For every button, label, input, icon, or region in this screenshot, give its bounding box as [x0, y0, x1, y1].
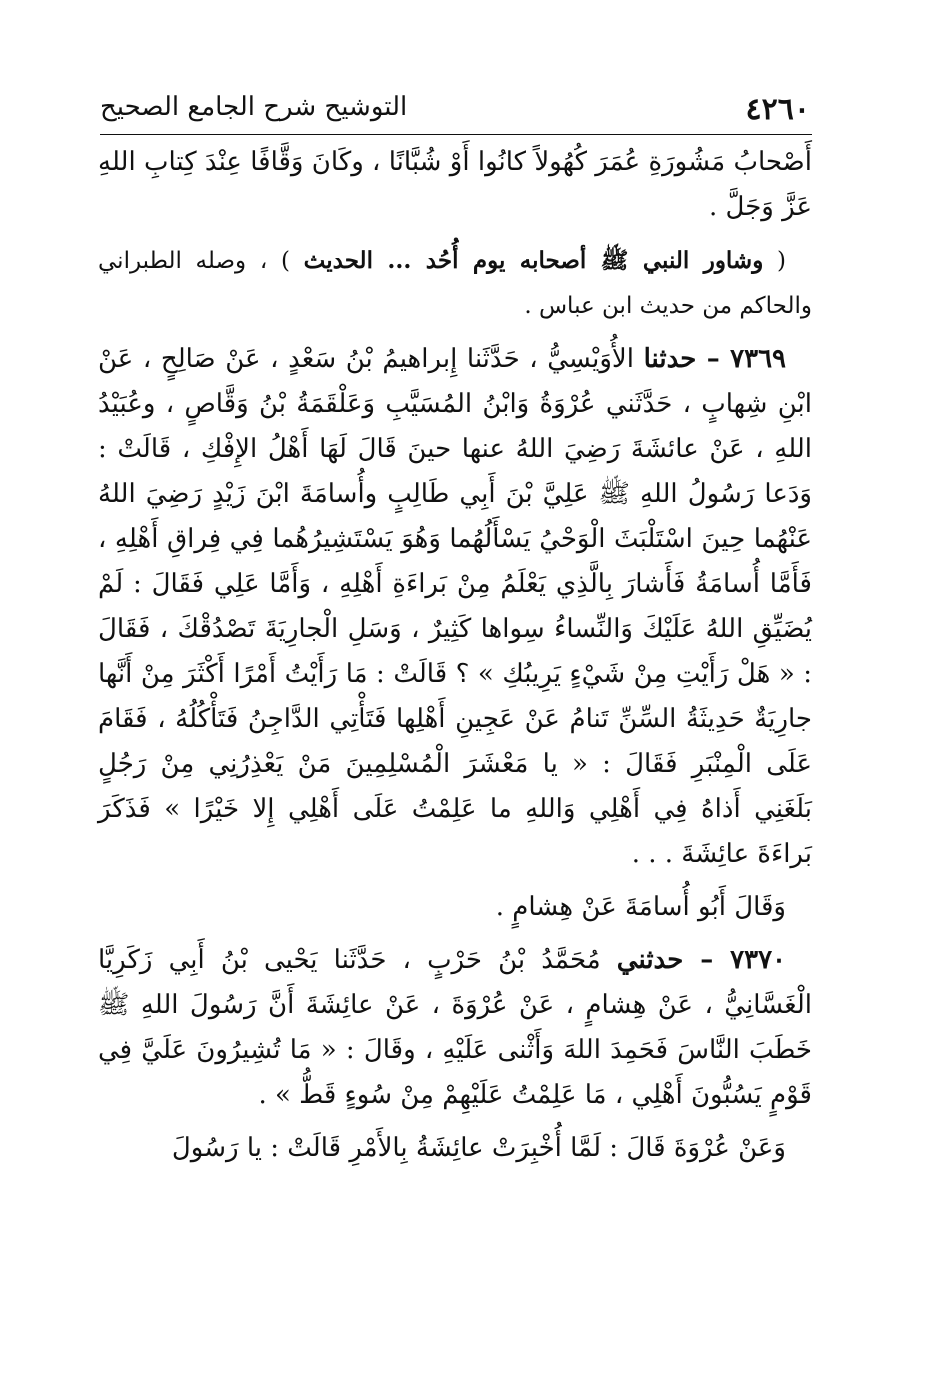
- commentary-bold: وشاور النبي ﷺ أصحابه يوم أُحُد ... الحديث: [303, 247, 764, 274]
- commentary-open: (: [763, 248, 786, 274]
- intro-paragraph: [98, 140, 812, 230]
- abu-usama-paragraph: [98, 885, 812, 930]
- urwa-text: وَعَنْ عُرْوَةَ قَالَ : لَمَّا أُخْبِرَتْ عائِشَةُ بِالأَمْرِ قَالَتْ : يا رَسُولَ: [171, 1133, 786, 1163]
- hadith-text: الأُوَيْسِيُّ ، حَدَّثَنا إِبراهيمُ بْنُ سَعْدٍ ، عَنْ صَالِحٍ ، عَنْ ابْنِ شِهابٍ ، حَدَّثَني عُرْوَةُ وَابْنُ المُسَيَّبِ وَعَلْقَمَةُ بْنُ وَقَّاصٍ ، وعُبَيْدُ اللهِ ، عَنْ عائشَةَ رَضِيَ اللهُ عنها حينَ قَالَ لَهَا أَهْلُ الإِفْكِ ، قَالَتْ : وَدَعا رَسُولُ اللهِ ﷺ عَلِيَّ بْنَ أَبِي طَالِبٍ وأُسامَةَ ابْنَ زَيْدٍ رَضِيَ اللهُ عَنْهُما حِينَ اسْتَلْبَثَ الْوَحْيُ يَسْأَلُهُما وَهُوَ يَسْتَشِيرُهُما فِي فِراقِ أَهْلِهِ ، فَأَمَّا أُسامَةُ فَأَشارَ بِالَّذِي يَعْلَمُ مِنْ بَراءَةِ أَهْلِهِ ، وَأَمَّا عَلِي فَقَالَ : لَمْ يُضَيِّقِ اللهُ عَلَيْكَ وَالنِّساءُ سِواها كَثِيرٌ ، وَسَلِ الْجارِيَةَ تَصْدُقْكَ ، فَقَالَ : « هَلْ رَأَيْتِ مِنْ شَيْءٍ يَرِيبُكِ » ؟ قَالَتْ : مَا رَأَيْتُ أَمْرًا أَكْثَرَ مِنْ أَنَّها جارِيَةٌ حَدِيثَةُ السِّنِّ تَنامُ عَنْ عَجِينِ أَهْلِها فَتَأْتِي الدَّاجِنُ فَتَأْكُلُهُ ، فَقَامَ عَلَى الْمِنْبَرِ فَقَالَ : « يا مَعْشَرَ الْمُسْلِمِينَ مَنْ يَعْذِرُنِي مِنْ رَجُلٍ بَلَغَنِي أَذاهُ فِي أَهْلِي وَاللهِ ما عَلِمْتُ عَلَى أَهْلِي إِلا خَيْرًا » فَذَكَرَ بَراءَةَ عائِشَةَ . . .: [98, 344, 812, 869]
- hadith-number: ٧٣٧٠ –: [683, 945, 786, 975]
- header-rule: [100, 134, 812, 135]
- hadith-7369: [98, 337, 812, 877]
- hadith-text: مُحَمَّدُ بْنُ حَرْبٍ ، حَدَّثَنا يَحْيى بْنُ أَبِي زَكَرِيَّا الْغَسَّانِيُّ ، عَنْ هِشامٍ ، عَنْ عُرْوَةَ ، عَنْ عائِشَةَ أَنَّ رَسُولَ اللهِ ﷺ خَطَبَ النَّاسَ فَحَمِدَ اللهَ وَأَثْنى عَلَيْهِ ، وقَالَ : « مَا تُشِيرُونَ عَلَيَّ فِي قَوْمٍ يَسُبُّونَ أَهْلِي ، مَا عَلِمْتُ عَلَيْهِمْ مِنْ سُوءٍ قَطُّ » .: [98, 945, 812, 1110]
- hadith-number: ٧٣٦٩ –: [696, 344, 786, 374]
- abu-usama-text: وَقَالَ أَبُو أُسامَةَ عَنْ هِشامٍ .: [495, 892, 786, 922]
- narration-verb: حدثنا: [643, 344, 697, 374]
- page-number: ٤٢٦٠: [745, 92, 810, 127]
- intro-text: أَصْحابُ مَشُورَةِ عُمَرَ كُهُولاً كانُوا أَوْ شُبَّانًا ، وكَانَ وَقَّافًا عِنْدَ كِتابِ اللهِ عَزَّ وَجَلَّ .: [98, 147, 812, 222]
- running-title: التوشيح شرح الجامع الصحيح: [100, 92, 408, 122]
- commentary-paragraph: [98, 238, 812, 329]
- page-body: [98, 140, 812, 1171]
- hadith-7370: [98, 938, 812, 1118]
- page-header: [100, 88, 810, 128]
- narration-verb: حدثني: [616, 945, 684, 975]
- commentary-close: ) ، وصله الطبراني والحاكم من حديث ابن عباس .: [98, 248, 812, 319]
- urwa-paragraph: [98, 1126, 812, 1171]
